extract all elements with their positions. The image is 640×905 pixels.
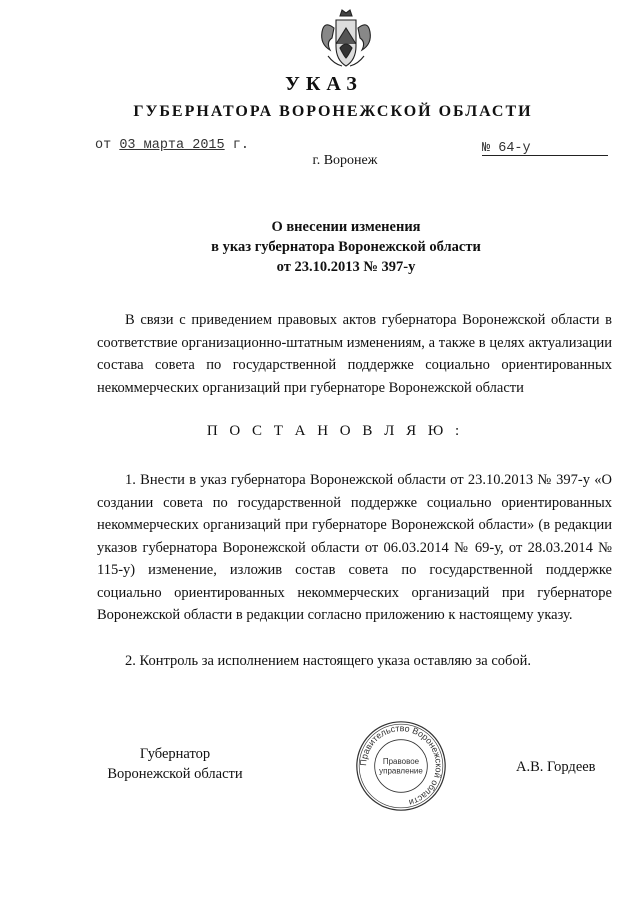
decree-word: П О С Т А Н О В Л Я Ю : — [206, 423, 464, 439]
subject-line-3: от 23.10.2013 № 397-у — [276, 259, 416, 275]
date-prefix: от — [95, 138, 112, 153]
document-type-heading: УКАЗ — [285, 73, 363, 95]
document-subject — [0, 217, 640, 277]
signatory-role — [100, 744, 250, 784]
date-value: 03 марта 2015 — [119, 138, 225, 153]
stamp-ring-text: Правительство Воронежской области — [358, 723, 444, 808]
stamp-center-line-1: Правовое — [382, 757, 420, 767]
stamp-center-line-2: управление — [379, 766, 423, 776]
number-value: 64-у — [498, 141, 531, 156]
coat-of-arms-icon — [318, 6, 374, 72]
date-line — [95, 138, 249, 153]
signatory-role-line-2: Воронежской области — [107, 766, 243, 782]
date-suffix: г. — [232, 138, 249, 153]
city-line: г. Воронеж — [312, 153, 378, 168]
subject-line-2: в указ губернатора Воронежской области — [211, 239, 481, 255]
official-stamp — [354, 719, 448, 813]
preamble-paragraph: В связи с приведением правовых актов губернатора Воронежской области в соответствие организационно-штатным изменениям, а также в целях актуализации состава совета по государственной поддержке социально ориентированных некоммерческих организаций при губернаторе Воронежской области — [97, 312, 612, 396]
subject-line-1: О внесении изменения — [271, 219, 421, 235]
number-prefix: № — [482, 141, 491, 156]
decree-item-2: 2. Контроль за исполнением настоящего указа оставляю за собой. — [125, 653, 532, 669]
decree-item-1: 1. Внести в указ губернатора Воронежской области от 23.10.2013 № 397-у «О создании совета по государственной поддержке социально ориентированных некоммерческих организаций при губернаторе Воронежской области» (в редакции указов губернатора Воронежской области от 06.03.2014 № 69-у, от 28.03.2014 № 115-у) изменение, изложив состав совета по государственной поддержке социально ориентированных некоммерческих организаций при губернаторе Воронежской области в редакции согласно приложению к настоящему указу. — [97, 472, 612, 623]
signatory-name: А.В. Гордеев — [516, 759, 596, 775]
signatory-role-line-1: Губернатор — [139, 746, 211, 762]
issuer-heading: ГУБЕРНАТОРА ВОРОНЕЖСКОЙ ОБЛАСТИ — [133, 103, 533, 120]
